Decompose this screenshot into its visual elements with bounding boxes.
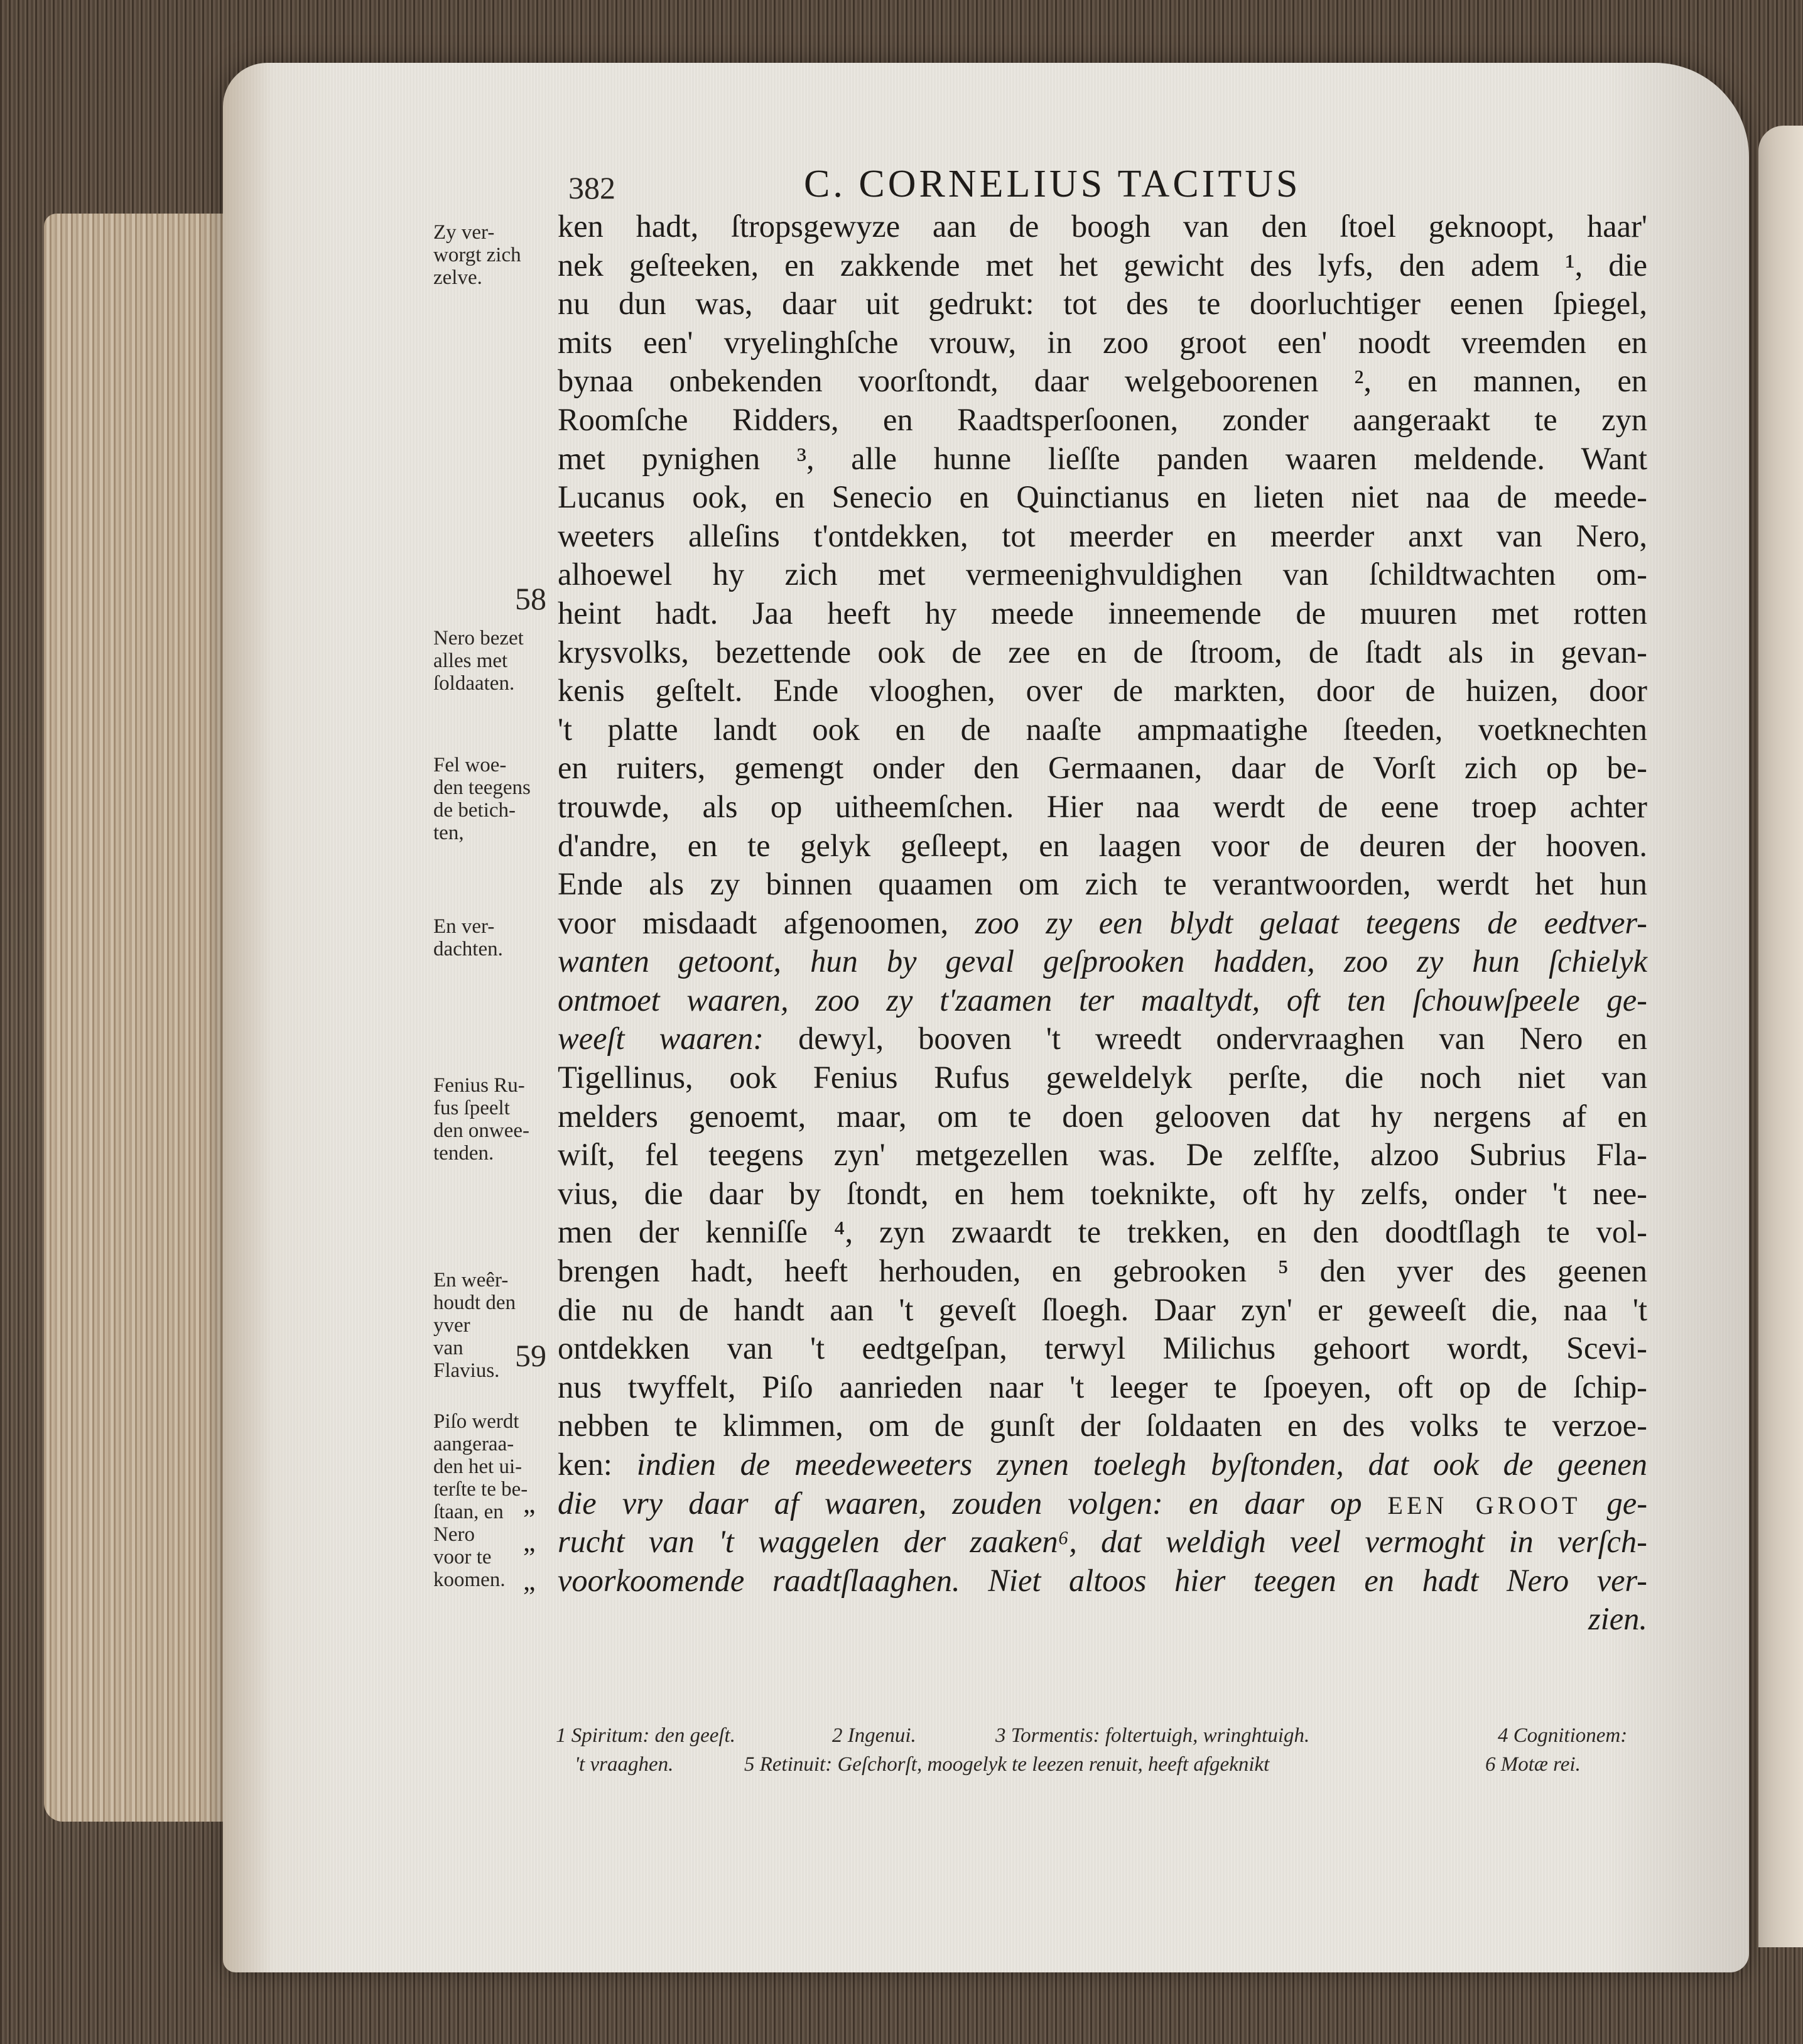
margin-note-line: ſoldaaten. xyxy=(433,672,515,695)
margin-note-line: van xyxy=(433,1337,463,1359)
page-number: 382 xyxy=(568,170,615,205)
text-line: mits een' vryelinghſche vrouw, in zoo groot een' noodt vreemden en xyxy=(558,324,1647,360)
text-line: alhoewel hy zich met vermeenighvuldighen van ſchildtwachten om- xyxy=(558,557,1647,592)
text-line: die nu de handt aan 't geveſt ſloegh. Daar zyn' er geweeſt die, naa 't xyxy=(558,1291,1647,1327)
text-line: nek geſteeken, en zakkende met het gewicht des lyfs, den adem ¹, die xyxy=(558,247,1647,283)
quotation-mark: „ xyxy=(523,1487,536,1519)
margin-note-line: zelve. xyxy=(433,266,482,289)
footnote: 6 Motæ rei. xyxy=(1485,1753,1581,1776)
italic-text: ge- xyxy=(1581,1485,1648,1521)
margin-note-line: yver xyxy=(433,1314,470,1337)
margin-note-line: En ver- xyxy=(433,915,495,938)
footnote-row xyxy=(556,1750,1661,1779)
margin-note-line: houdt den xyxy=(433,1291,516,1314)
margin-note xyxy=(433,1410,565,1591)
margin-note-line: den het ui- xyxy=(433,1455,522,1478)
margin-note-line: voor te xyxy=(433,1546,492,1568)
roman-text: ken: xyxy=(558,1447,637,1482)
margin-note-line: En weêr- xyxy=(433,1269,509,1291)
roman-text: dewyl, booven 't wreedt ondervraaghen van Nero en xyxy=(764,1021,1647,1057)
text-line: nebben te klimmen, om de gunſt der ſoldaaten en des volks te verzoe- xyxy=(558,1408,1647,1443)
text-line xyxy=(523,1484,1648,1523)
margin-note-line: aangeraa- xyxy=(433,1433,514,1455)
margin-note-line: ſtaan, en xyxy=(433,1501,504,1523)
footnote: 3 Tormentis: foltertuigh, wringhtuigh. xyxy=(995,1724,1310,1747)
text-line: trouwde, als op uitheemſchen. Hier naa werdt de eene troep achter xyxy=(558,788,1647,824)
italic-text: weeſt waaren: xyxy=(558,1021,764,1057)
quotation-mark: „ xyxy=(523,1565,536,1596)
footnote-row xyxy=(556,1721,1661,1750)
margin-note-line: tenden. xyxy=(433,1142,494,1165)
text-line: brengen hadt, heeft herhouden, en gebrooken ⁵ den yver des geenen xyxy=(558,1253,1647,1289)
quotation-mark: „ xyxy=(523,1526,536,1558)
margin-note xyxy=(433,754,565,844)
margin-note-line: worgt zich xyxy=(433,244,521,266)
text-line: met pynighen ³, alle hunne lieſſte panden waaren meldende. Want xyxy=(558,440,1647,476)
footnotes xyxy=(556,1721,1661,1779)
text-line xyxy=(558,1445,1647,1484)
text-line: nus twyffelt, Piſo aanrieden naar 't leeger te ſpoeyen, oft op de ſchip- xyxy=(558,1369,1647,1405)
margin-note-line: alles met xyxy=(433,650,508,672)
margin-note-line: Nero xyxy=(433,1523,475,1546)
italic-text: die vry daar af waaren, zouden volgen: en daar op xyxy=(558,1485,1362,1521)
section-number: 58 xyxy=(515,581,546,616)
margin-note-line: Nero bezet xyxy=(433,627,524,650)
footnote: 4 Cognitionem: xyxy=(1498,1724,1628,1747)
text-line: ontmoet waaren, zoo zy t'zaamen ter maaltydt, oft ten ſchouwſpeele ge- xyxy=(558,982,1647,1018)
text-line: d'andre, en te gelyk geſleept, en laagen voor de deuren der hooven. xyxy=(558,827,1647,863)
text-line: Lucanus ook, en Senecio en Quinctianus en lieten niet naa de meede- xyxy=(558,479,1647,515)
text-line: bynaa onbekenden voorſtondt, daar welgeboorenen ², en mannen, en xyxy=(558,363,1647,399)
margin-note-line: terſte te be- xyxy=(433,1478,528,1501)
text-line: men der kenniſſe ⁴, zyn zwaardt te trekken, en den doodtſlagh te vol- xyxy=(558,1214,1647,1250)
text-line: weeters alleſins t'ontdekken, tot meerder en meerder anxt van Nero, xyxy=(558,518,1647,553)
book-page-edges xyxy=(44,214,232,1822)
margin-note-line: den onwee- xyxy=(433,1119,530,1142)
margin-note-line: dachten. xyxy=(433,938,503,960)
text-line: Roomſche Ridders, en Raadtsperſoonen, zonder aangeraakt te zyn xyxy=(558,401,1647,437)
text-line: nu dun was, daar uit gedrukt: tot des te doorluchtiger eenen ſpiegel, xyxy=(558,286,1647,322)
footnote: 1 Spiritum: den geeſt. xyxy=(556,1724,735,1747)
italic-text: voorkoomende raadtſlaaghen. Niet altoos hier teegen en hadt Nero ver- xyxy=(558,1562,1647,1598)
margin-note-line: fus ſpeelt xyxy=(433,1097,510,1119)
margin-note xyxy=(433,627,565,695)
text-line: kenis geſtelt. Ende vlooghen, over de markten, door de huizen, door xyxy=(558,673,1647,709)
margin-note-line: den teegens xyxy=(433,776,531,799)
roman-text: voor misdaadt afgenoomen, xyxy=(558,905,975,940)
text-line: wanten getoont, hun by geval geſprooken hadden, zoo zy hun ſchielyk xyxy=(558,943,1647,979)
margin-note xyxy=(433,1074,565,1165)
text-line: en ruiters, gemengt onder den Germaanen, daar de Vorſt zich op be- xyxy=(558,750,1647,786)
margin-note xyxy=(433,221,565,289)
italic-text: zoo zy een blydt gelaat teegens de eedtver- xyxy=(975,905,1647,940)
small-caps-text: EEN GROOT xyxy=(1387,1491,1581,1519)
facing-page-edge xyxy=(1758,126,1803,1947)
footnote: 2 Ingenui. xyxy=(832,1724,916,1747)
text-line: ontdekken van 't eedtgeſpan, terwyl Milichus gehoort wordt, Scevi- xyxy=(558,1330,1647,1366)
margin-note-line: koomen. xyxy=(433,1568,506,1591)
text-line xyxy=(558,1019,1647,1058)
text-line: vius, die daar by ſtondt, en hem toeknikte, oft hy zelfs, onder 't nee- xyxy=(558,1175,1647,1211)
running-head xyxy=(568,162,1636,212)
margin-note-line: Fel woe- xyxy=(433,754,507,776)
italic-text: rucht van 't waggelen der zaaken⁶, dat weldigh veel vermoght in verſch- xyxy=(558,1524,1647,1560)
text-line: Tigellinus, ook Fenius Rufus geweldelyk perſte, die noch niet van xyxy=(558,1060,1647,1095)
footnote: 5 Retinuit: Geſchorſt, moogelyk te leezen renuit, heeft afgeknikt xyxy=(744,1753,1270,1776)
margin-note-line: Fenius Ru- xyxy=(433,1074,525,1097)
margin-note xyxy=(433,915,565,960)
text-line xyxy=(523,1523,1647,1562)
margin-note-line: ten, xyxy=(433,822,464,844)
text-line xyxy=(523,1562,1647,1601)
text-line: melders genoemt, maar, om te doen gelooven dat hy nergens af en xyxy=(558,1098,1647,1134)
margin-note-line: Flavius. xyxy=(433,1359,500,1382)
margin-note-line: Zy ver- xyxy=(433,221,495,244)
text-line: zien. xyxy=(1588,1601,1647,1637)
italic-text: indien de meedeweeters zynen toelegh byſtonden, dat ook de geenen xyxy=(636,1447,1647,1482)
text-line: heint hadt. Jaa heeft hy meede inneemende de muuren met rotten xyxy=(558,595,1647,631)
margin-note-line: Piſo werdt xyxy=(433,1410,519,1433)
margin-note-line: de betich- xyxy=(433,799,516,822)
book-title: C. CORNELIUS TACITUS xyxy=(804,163,1301,205)
text-line: krysvolks, bezettende ook de zee en de ſtroom, de ſtadt als in gevan- xyxy=(558,634,1647,670)
footnote: 't vraaghen. xyxy=(575,1753,674,1776)
text-line: ken hadt, ſtropsgewyze aan de boogh van den ſtoel geknoopt, haar' xyxy=(558,209,1647,244)
text-line xyxy=(558,904,1647,943)
text-line: 't platte landt ook en de naaſte ampmaatighe ſteeden, voetknechten xyxy=(558,711,1647,747)
section-number: 59 xyxy=(515,1338,546,1373)
text-line: wiſt, fel teegens zyn' metgezellen was. De zelfſte, alzoo Subrius Fla- xyxy=(558,1137,1647,1173)
text-line: Ende als zy binnen quaamen om zich te verantwoorden, werdt het hun xyxy=(558,866,1647,902)
